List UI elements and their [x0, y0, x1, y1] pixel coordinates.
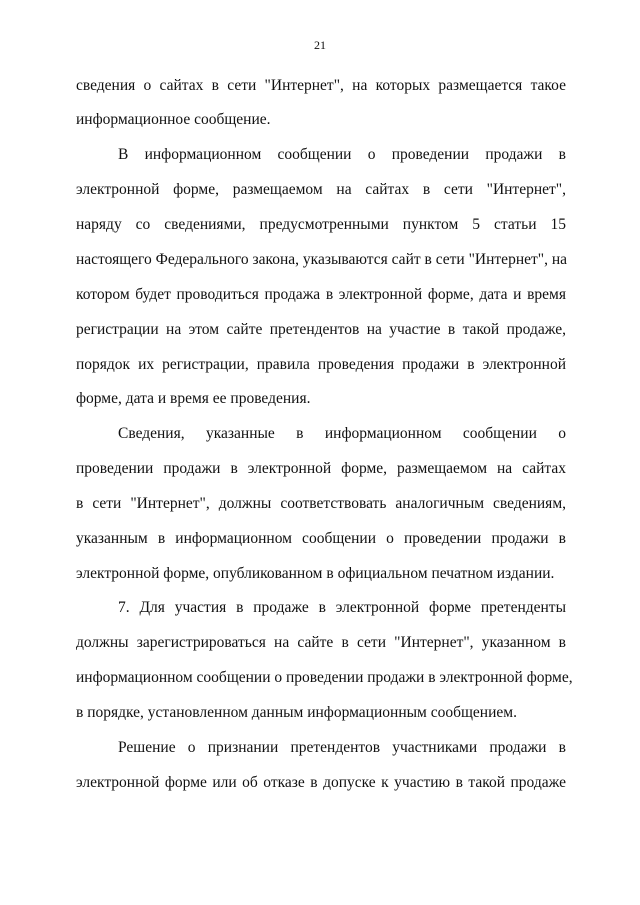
text-line: форме, дата и время ее проведения. — [76, 390, 311, 407]
paragraph-first-line: 7. Для участия в продаже в электронной форме претенденты — [118, 599, 566, 616]
text-line: наряду со сведениями, предусмотренными пунктом 5 статьи 15 — [76, 216, 566, 233]
text-line: должны зарегистрироваться на сайте в сети "Интернет", указанном в — [76, 634, 566, 651]
text-line: электронной форме, размещаемом на сайтах в сети "Интернет", — [76, 181, 566, 198]
text-line: проведении продажи в электронной форме, размещаемом на сайтах — [76, 460, 566, 477]
text-line: электронной форме или об отказе в допуске к участию в такой продаже — [76, 774, 566, 791]
text-line: указанным в информационном сообщении о проведении продажи в — [76, 530, 566, 547]
text-line: сведения о сайтах в сети "Интернет", на которых размещается такое — [76, 77, 566, 94]
text-line: в порядке, установленном данным информационным сообщением. — [76, 704, 517, 721]
text-line: информационном сообщении о проведении продажи в электронной форме, — [76, 669, 573, 686]
text-line: информационное сообщение. — [76, 111, 271, 128]
text-line: регистрации на этом сайте претендентов на участие в такой продаже, — [76, 321, 566, 338]
paragraph-first-line: Сведения, указанные в информационном сообщении о — [118, 425, 566, 442]
text-line: электронной форме, опубликованном в официальном печатном издании. — [76, 565, 555, 582]
paragraph-first-line: Решение о признании претендентов участниками продажи в — [118, 739, 566, 756]
text-line: порядок их регистрации, правила проведения продажи в электронной — [76, 356, 566, 373]
page-number: 21 — [314, 38, 326, 52]
paragraph-first-line: В информационном сообщении о проведении продажи в — [118, 146, 566, 163]
text-line: котором будет проводиться продажа в электронной форме, дата и время — [76, 286, 566, 303]
text-line: настоящего Федерального закона, указываются сайт в сети "Интернет", на — [76, 251, 568, 268]
text-line: в сети "Интернет", должны соответствовать аналогичным сведениям, — [76, 495, 566, 512]
